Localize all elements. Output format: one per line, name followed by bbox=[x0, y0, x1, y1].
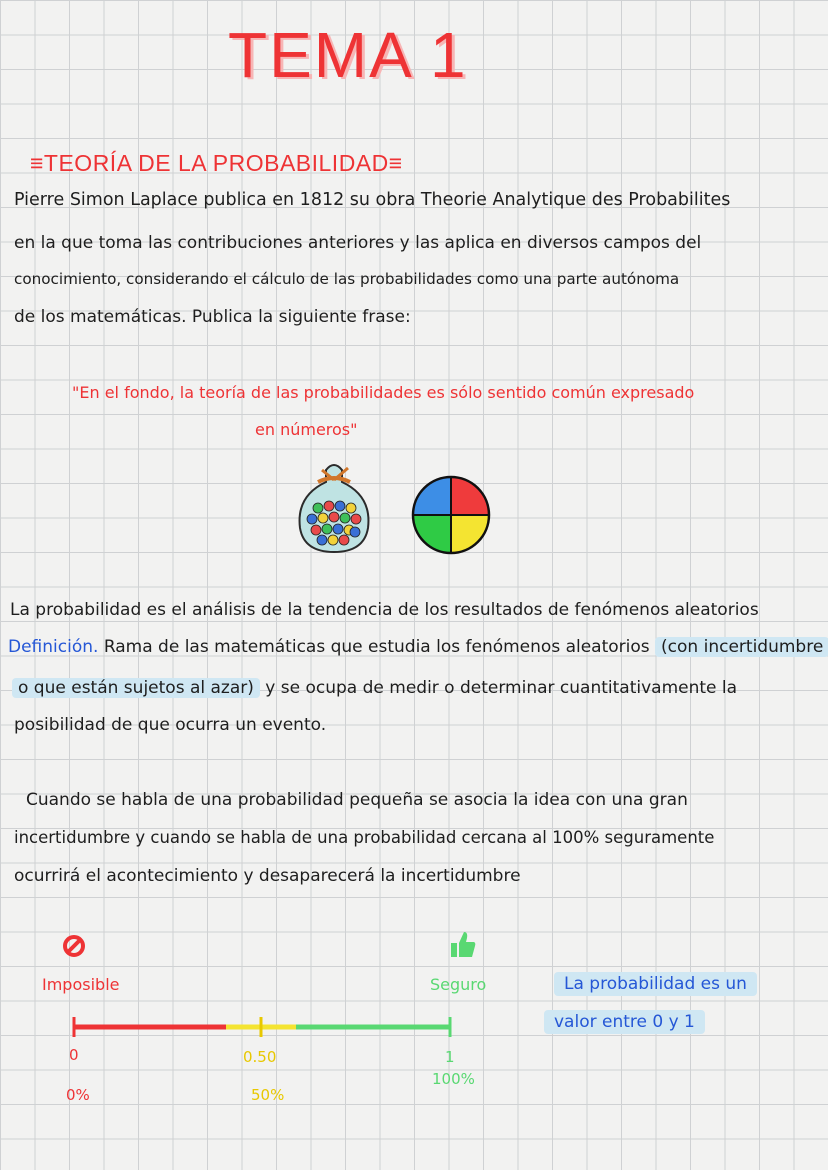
tick-0-percent: 0% bbox=[66, 1086, 90, 1104]
intro-line-1: Pierre Simon Laplace publica en 1812 su obra Theorie Analytique des Probabilites bbox=[14, 190, 731, 210]
explanation-line-1: Cuando se habla de una probabilidad pequeña se asocia la idea con una gran bbox=[26, 790, 688, 810]
definition-line-4: posibilidad de que ocurra un evento. bbox=[14, 715, 327, 735]
page-title: TEMA 1 bbox=[228, 19, 468, 91]
explanation-line-2: incertidumbre y cuando se habla de una probabilidad cercana al 100% seguramente bbox=[14, 828, 715, 847]
four-color-spinner-icon bbox=[410, 474, 492, 556]
note-line-1: La probabilidad es un bbox=[554, 972, 757, 996]
definition-line-2 bbox=[8, 637, 828, 657]
tick-50-percent: 50% bbox=[251, 1086, 285, 1104]
tick-050-value: 0.50 bbox=[243, 1048, 277, 1066]
definition-text: Rama de las matemáticas que estudia los fenómenos aleatorios bbox=[103, 637, 650, 657]
quote-line-1: "En el fondo, la teoría de las probabilidades es sólo sentido común expresado bbox=[72, 383, 695, 402]
tick-0-value: 0 bbox=[69, 1046, 79, 1064]
thumbs-up-icon bbox=[449, 930, 477, 960]
probability-scale-bar bbox=[64, 1010, 464, 1044]
definition-line-3 bbox=[12, 678, 737, 698]
prohibited-icon bbox=[62, 934, 86, 958]
definition-text-2: y se ocupa de medir o determinar cuantitativamente la bbox=[265, 678, 738, 698]
note-line-2: valor entre 0 y 1 bbox=[544, 1010, 705, 1034]
explanation-line-3: ocurrirá el acontecimiento y desaparecerá la incertidumbre bbox=[14, 866, 521, 886]
intro-line-2: en la que toma las contribuciones anteriores y las aplica en diversos campos del bbox=[14, 233, 702, 253]
tick-100-percent: 100% bbox=[432, 1070, 475, 1088]
quote-line-2: en números" bbox=[255, 420, 358, 439]
sure-label: Seguro bbox=[430, 975, 487, 994]
definition-highlight-2: o que están sujetos al azar) bbox=[12, 678, 260, 698]
definition-highlight-1: (con incertidumbre bbox=[655, 637, 828, 657]
intro-line-4: de los matemáticas. Publica la siguiente frase: bbox=[14, 307, 411, 327]
definition-line-1: La probabilidad es el análisis de la tendencia de los resultados de fenómenos aleatorios bbox=[10, 600, 759, 620]
marble-bag-icon bbox=[292, 456, 376, 556]
intro-line-3: conocimiento, considerando el cálculo de las probabilidades como una parte autónoma bbox=[14, 270, 680, 288]
definition-label: Definición. bbox=[8, 637, 99, 657]
section-subtitle: ≡TEORÍA DE LA PROBABILIDAD≡ bbox=[30, 150, 403, 176]
tick-1-value: 1 bbox=[445, 1048, 455, 1066]
impossible-label: Imposible bbox=[42, 975, 120, 994]
